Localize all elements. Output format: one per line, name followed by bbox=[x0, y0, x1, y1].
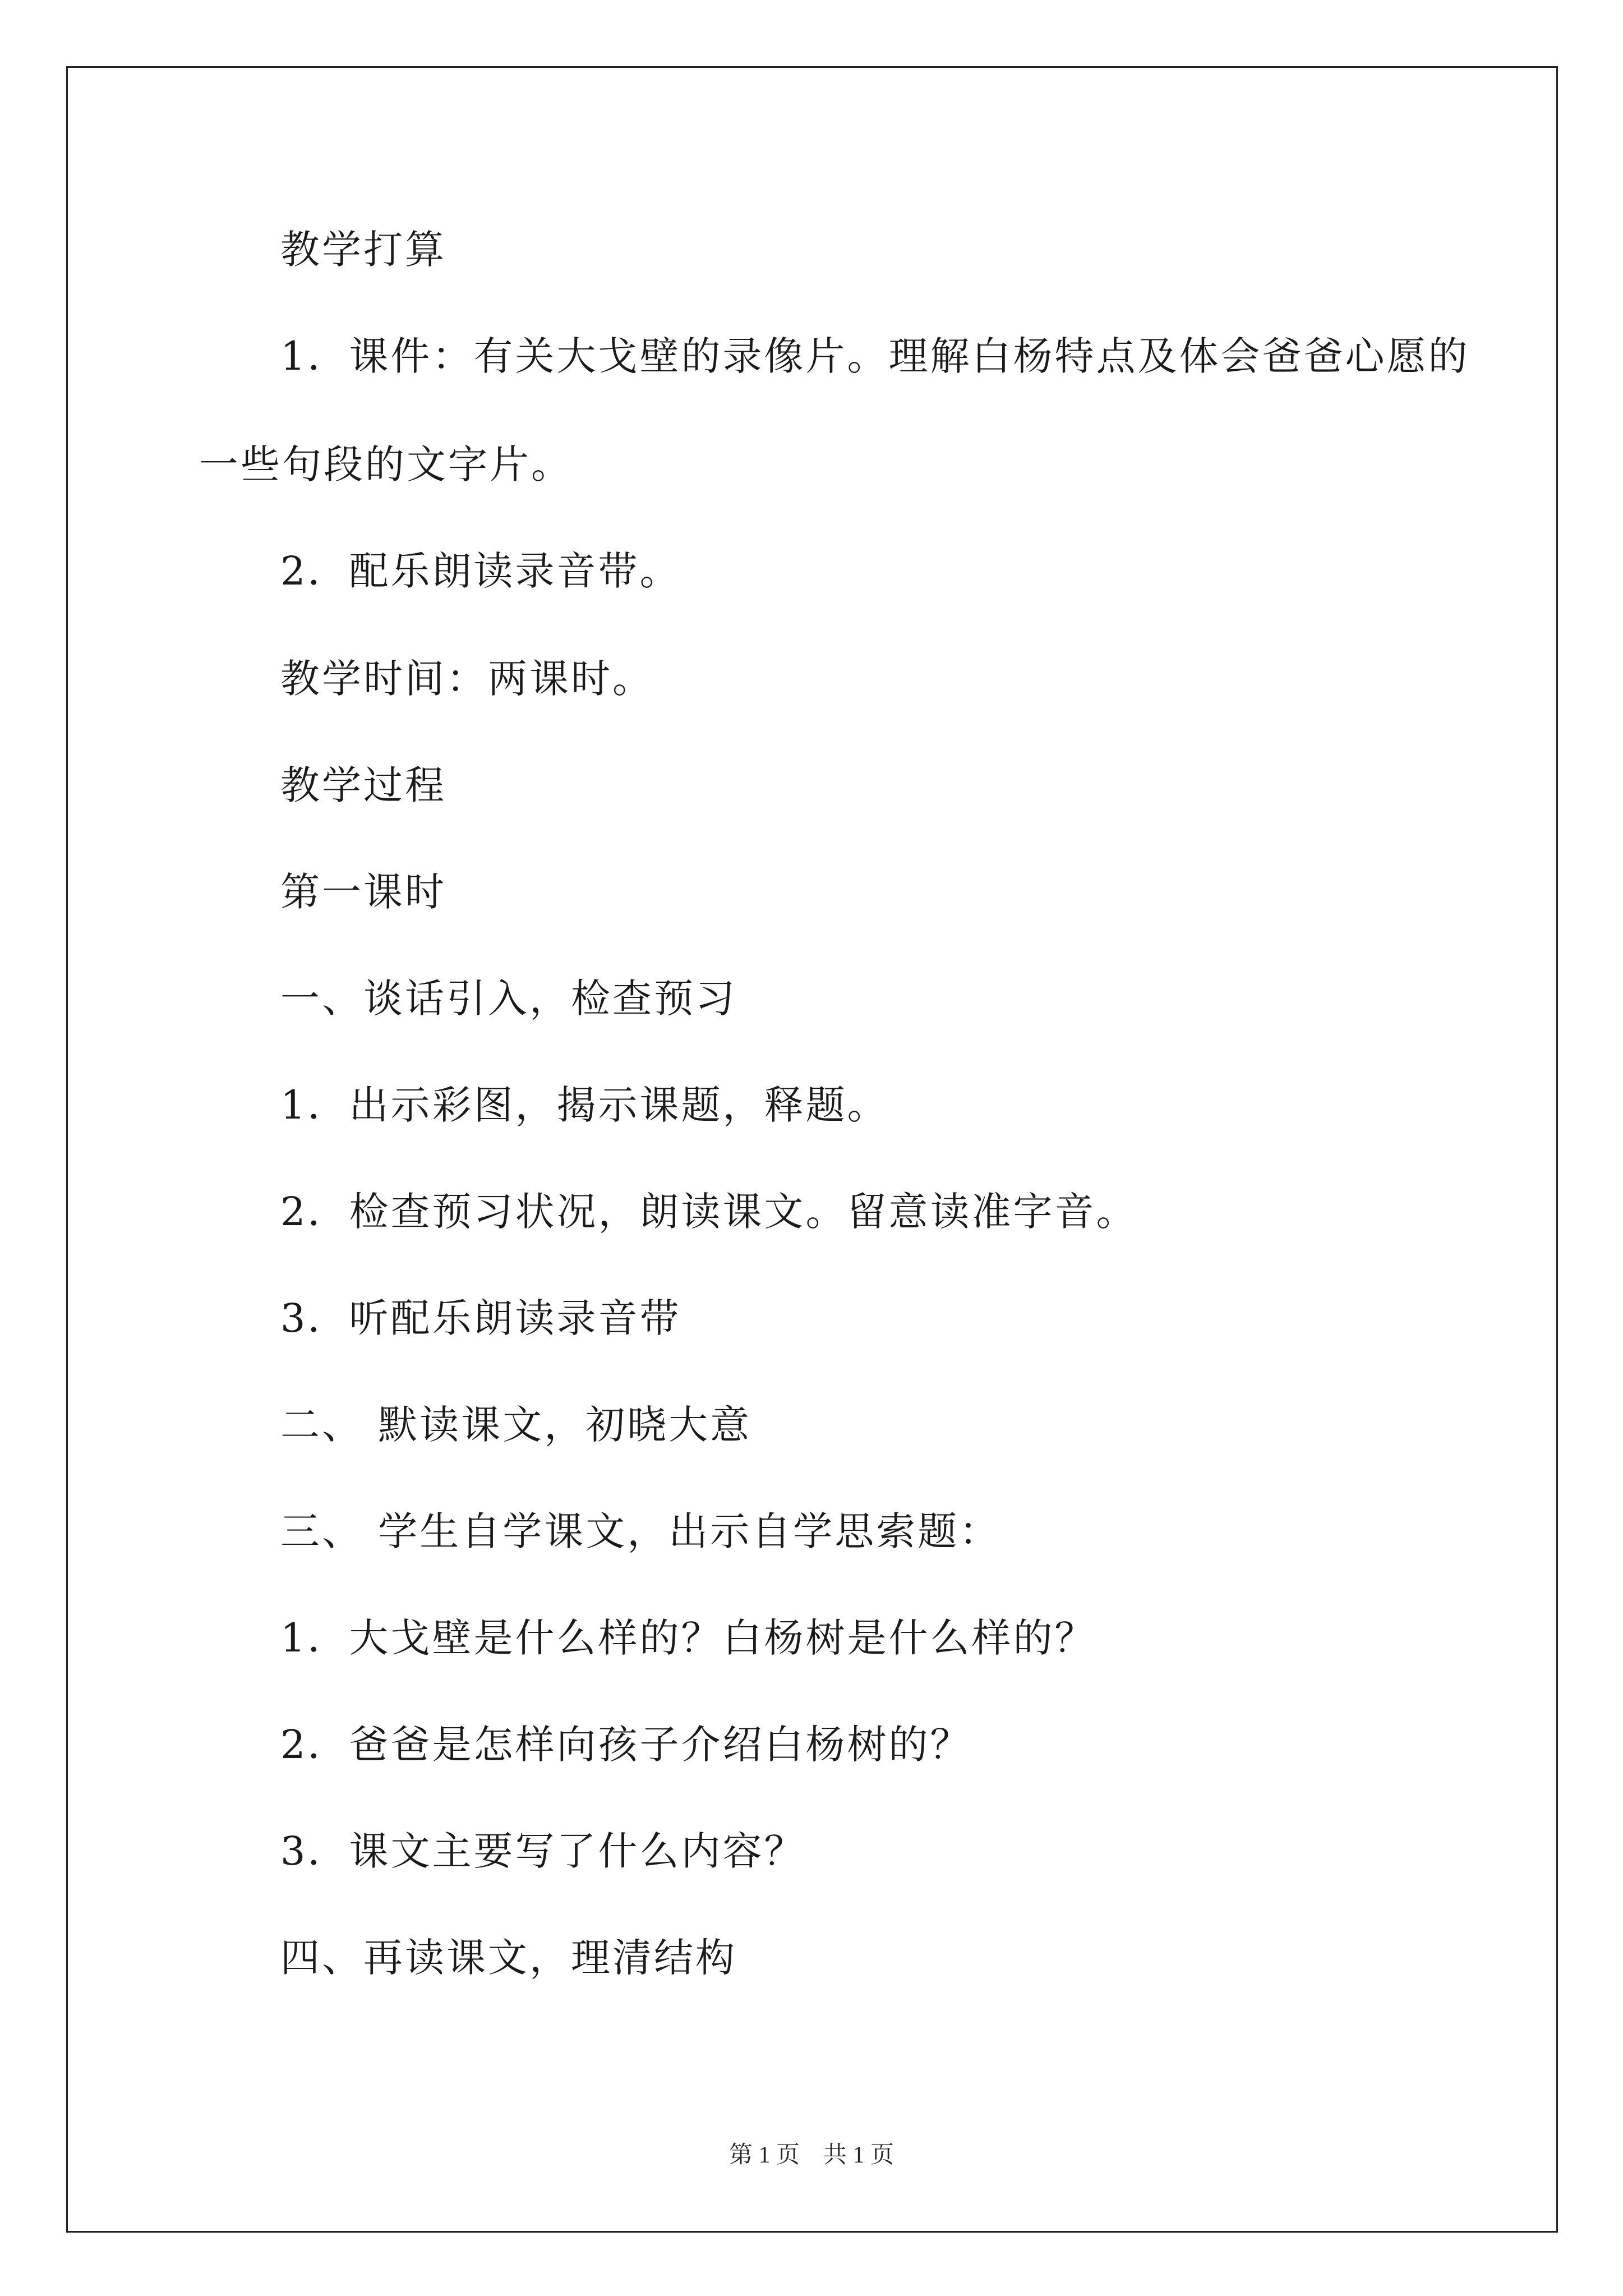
paragraph-item-1: 1．课件：有关大戈壁的录像片。理解白杨特点及体会爸爸心愿的 bbox=[280, 333, 1470, 379]
paragraph-section-1-item-3: 3．听配乐朗读录音带 bbox=[280, 1295, 681, 1341]
paragraph-section-1-item-1: 1．出示彩图，揭示课题，释题。 bbox=[280, 1082, 889, 1128]
paragraph-section-3: 三、 学生自学课文，出示自学思索题： bbox=[280, 1508, 1001, 1554]
paragraph-first-lesson: 第一课时 bbox=[280, 869, 446, 915]
paragraph-question-1: 1．大戈壁是什么样的？白杨树是什么样的？ bbox=[280, 1615, 1096, 1661]
paragraph-question-3: 3．课文主要写了什么内容？ bbox=[280, 1828, 806, 1874]
page-border bbox=[66, 66, 1558, 2233]
paragraph-section-1-item-2: 2．检查预习状况，朗读课文。留意读准字音。 bbox=[280, 1189, 1138, 1235]
paragraph-teaching-time: 教学时间：两课时。 bbox=[280, 656, 654, 702]
paragraph-heading-prep: 教学打算 bbox=[280, 227, 446, 273]
page-footer: 第 1 页 共 1 页 bbox=[728, 2142, 894, 2168]
paragraph-question-2: 2．爸爸是怎样向孩子介绍白杨树的？ bbox=[280, 1722, 972, 1768]
paragraph-item-1-continued: 一些句段的文字片。 bbox=[199, 441, 573, 487]
paragraph-section-1: 一、谈话引入，检查预习 bbox=[280, 976, 737, 1022]
paragraph-heading-process: 教学过程 bbox=[280, 762, 446, 808]
paragraph-section-4: 四、再读课文，理清结构 bbox=[280, 1935, 737, 1981]
paragraph-section-2: 二、 默读课文，初晓大意 bbox=[280, 1402, 752, 1448]
paragraph-item-2: 2．配乐朗读录音带。 bbox=[280, 548, 681, 594]
